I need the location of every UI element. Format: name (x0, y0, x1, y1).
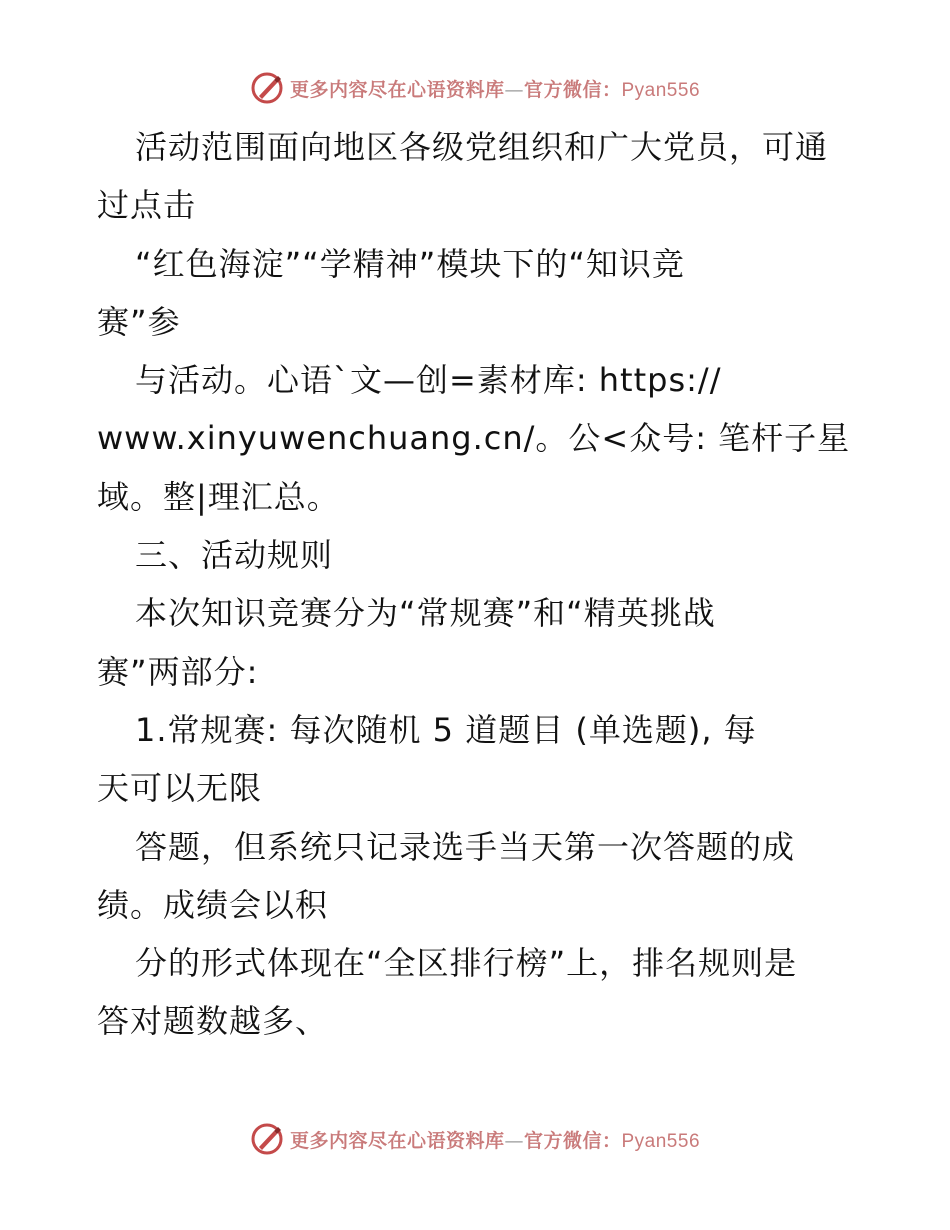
text-line: 答对题数越多、 (97, 1002, 329, 1041)
watermark-text: 更多内容尽在心语资料库—官方微信：Pyan556 (289, 78, 701, 101)
header-watermark (0, 68, 950, 108)
pen-logo-icon (250, 1122, 284, 1156)
text-line: 活动范围面向地区各级党组织和广大党员，可通 (135, 128, 829, 166)
text-line: 赛”参 (97, 302, 181, 341)
text-line: 1.常规赛: 每次随机 5 道题目 (单选题), 每 (135, 710, 757, 749)
text-line: 三、活动规则 (135, 536, 334, 575)
text-line: 过点击 (97, 186, 197, 225)
text-line: www.xinyuwenchuang.cn/。公<众号: 笔杆子星 (97, 419, 851, 458)
text-line: 赛”两部分: (97, 652, 259, 691)
text-line: 本次知识竞赛分为“常规赛”和“精英挑战 (135, 594, 716, 633)
text-line: 域。整|理汇总。 (97, 477, 340, 516)
text-line: 答题，但系统只记录选手当天第一次答题的成 (135, 827, 796, 866)
text-line: 分的形式体现在“全区排行榜”上，排名规则是 (135, 944, 798, 983)
text-line: 与活动。心语`文—创=素材库: https:// (135, 361, 722, 400)
footer-watermark (0, 1119, 950, 1159)
watermark-text: 更多内容尽在心语资料库—官方微信：Pyan556 (289, 1129, 701, 1152)
pen-logo-icon (250, 71, 284, 105)
text-line: “红色海淀”“学精神”模块下的“知识竞 (135, 244, 685, 283)
text-line: 绩。成绩会以积 (97, 885, 329, 924)
text-line: 天可以无限 (97, 769, 263, 808)
document-body (97, 118, 857, 1051)
